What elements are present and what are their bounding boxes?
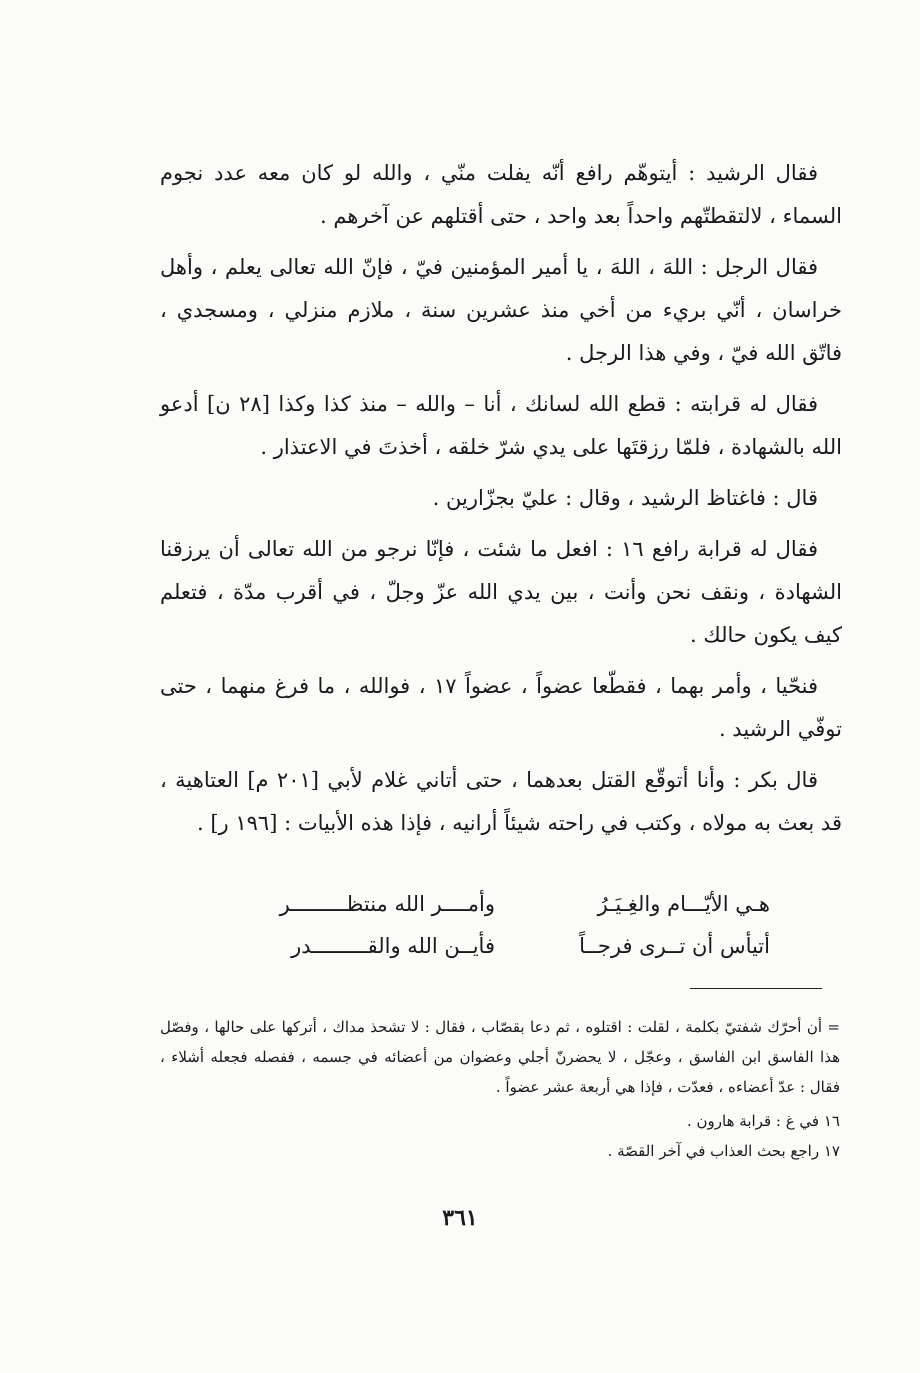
footnote-continuation: = أن أحرّك شفتيّ بكلمة ، لقلت : اقتلوه ، ثم دعا بقصّاب ، فقال : لا تشحذ مداك ، أتركها على حالها ، وفصّل هذا الفاسق ابن الفاسق ، وعجّل ، لا يحضرنّ أجلي وعضوان من أعضائه في جسمه ، ففصله فجعله أشلاء ، فقال : عدّ أعضاءه ، فعدّت ، فإذا هي أربعة عشر عضواً .: [160, 1018, 840, 1096]
paragraph-3: فقال له قرابته : قطع الله لسانك ، أنا – والله – منذ كذا وكذا [٢٨ ن] أدعو الله بالشهادة ، فلمّا رزقتَها على يدي شرّ خلقه ، أخذتَ في الاعتذار .: [160, 392, 842, 459]
verse-1-second-hemistich: وأمــــر الله منتظـــــــــر: [279, 892, 495, 916]
paragraph-4: قال : فاغتاظ الرشيد ، وقال : عليّ بجزّارين .: [432, 486, 818, 510]
page-number: ٣٦١: [442, 1205, 478, 1231]
footnote-16: ١٦ في غ : قرابة هارون .: [687, 1112, 840, 1130]
verse-2-second-hemistich: فأيــن الله والقـــــــــدر: [291, 934, 495, 958]
paragraph-1: فقال الرشيد : أيتوهّم رافع أنّه يفلت منّي ، والله لو كان معه عدد نجوم السماء ، لالتقطتّهم واحداً بعد واحد ، حتى أقتلهم عن آخرهم .: [160, 161, 842, 228]
verse-line-2: [250, 925, 770, 967]
verse-2-first-hemistich: أتيأس أن تــرى فرجــاً: [579, 934, 770, 958]
verse-line-1: [250, 883, 770, 925]
paragraph-7: قال بكر : وأنا أتوقّع القتل بعدهما ، حتى أتاني غلام لأبي [٢٠١ م] العتاهية ، قد بعث به مولاه ، وكتب في راحته شيئاً أرانيه ، فإذا هذه الأبيات : [١٩٦ ر] .: [160, 768, 842, 835]
footnote-divider: [690, 988, 822, 989]
paragraph-5: فقال له قرابة رافع ١٦ : افعل ما شئت ، فإنّا نرجو من الله تعالى أن يرزقنا الشهادة ، ونقف نحن وأنت ، بين يدي الله عزّ وجلّ ، في أقرب مدّة ، فتعلم كيف يكون حالك .: [160, 537, 842, 647]
paragraph-6: فنحّيا ، وأمر بهما ، فقطّعا عضواً ، عضواً ١٧ ، فوالله ، ما فرغ منهما ، حتى توفّي الرشيد .: [160, 674, 842, 741]
verse-1-first-hemistich: هـي الأيّـــام والغِـيَـرُ: [597, 892, 770, 916]
footnote-17: ١٧ راجع بحث العذاب في آخر القصّة .: [607, 1142, 840, 1160]
paragraph-2: فقال الرجل : اللهَ ، اللهَ ، يا أمير المؤمنين فيّ ، فإنّ الله تعالى يعلم ، وأهل خراسان ، أنّي بريء من أخي منذ عشرين سنة ، ملازم منزلي ، ومسجدي ، فاتّق الله فيّ ، وفي هذا الرجل .: [160, 255, 842, 365]
main-text: [160, 152, 842, 853]
footnotes: [160, 1012, 840, 1166]
poem-verses: [250, 883, 770, 967]
